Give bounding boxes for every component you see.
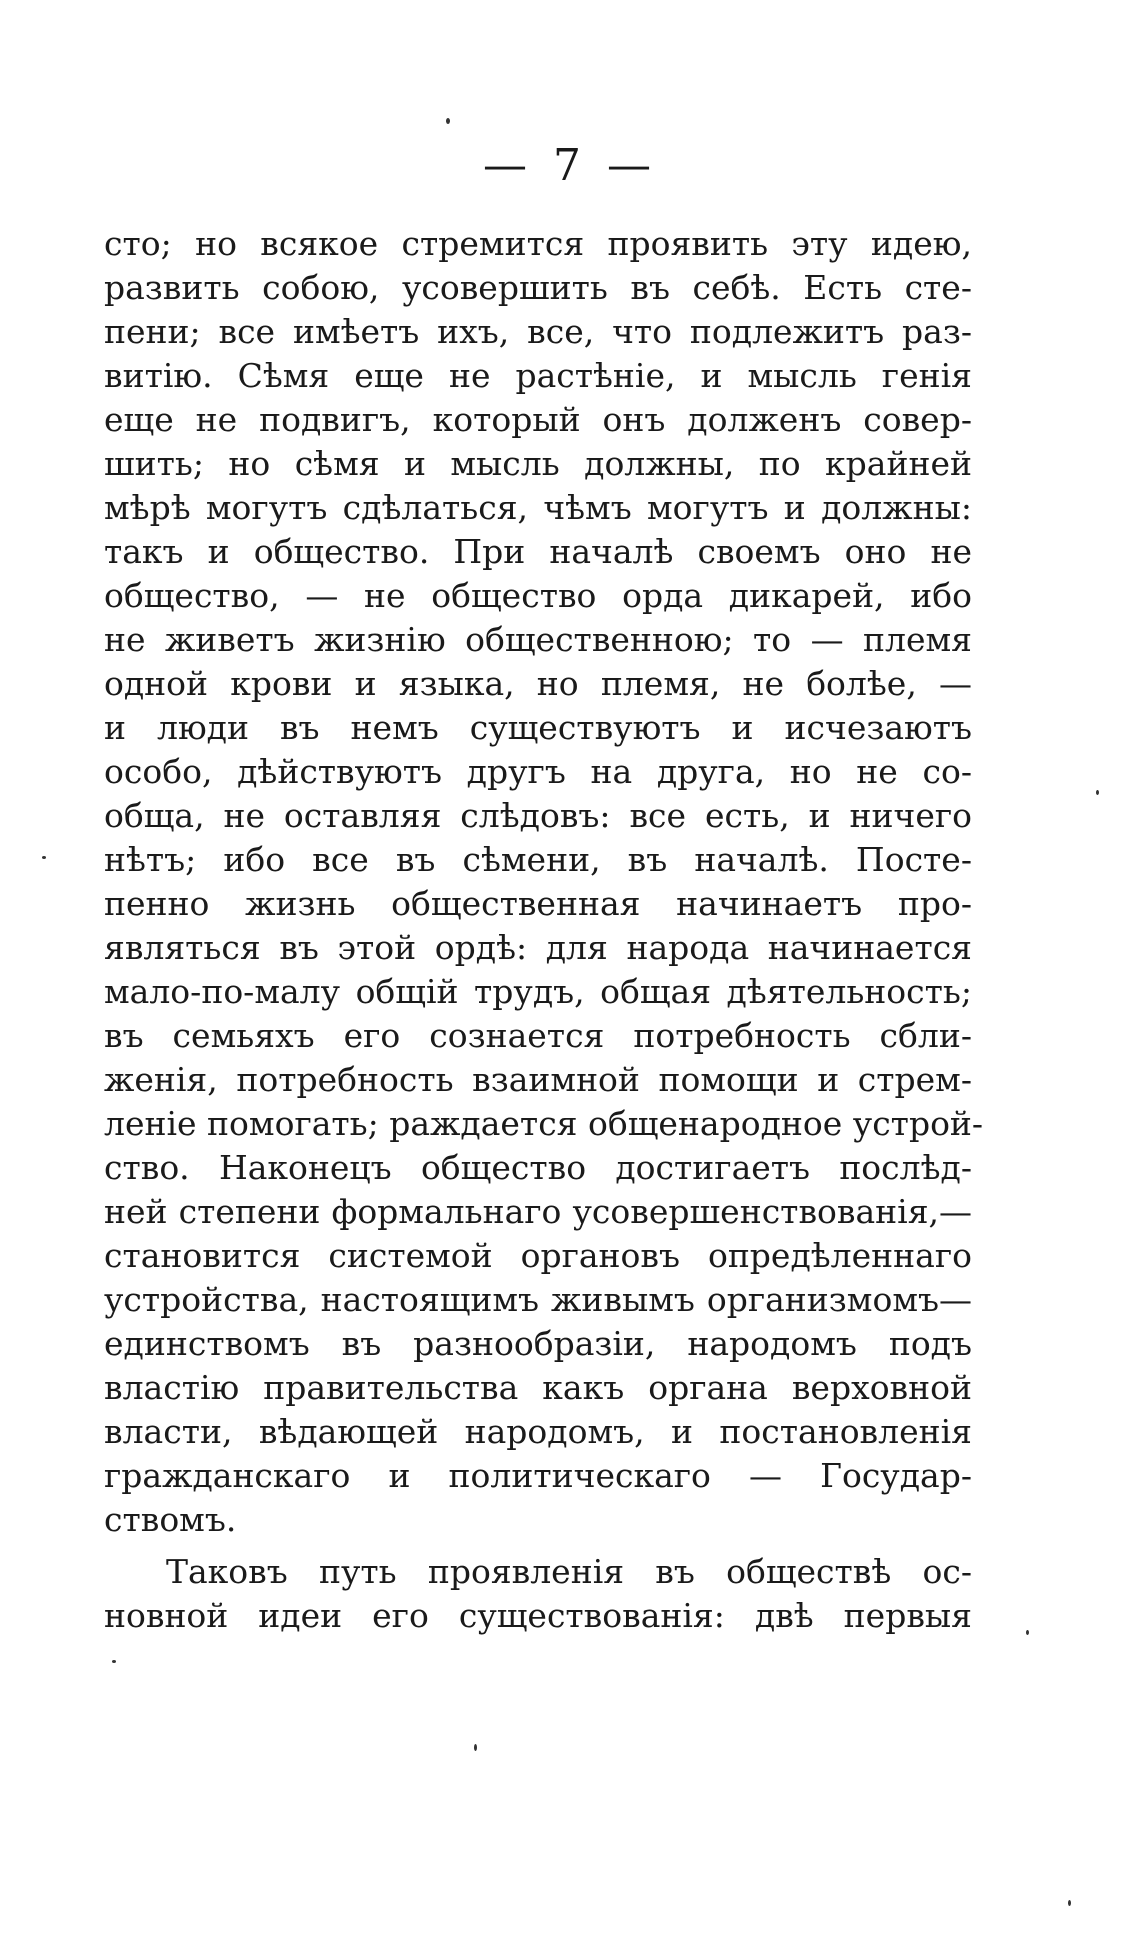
scan-speck — [112, 1660, 116, 1663]
text-line: новной идеи его существованія: двѣ первыя — [104, 1596, 972, 1635]
text-line: гражданскаго и политическаго — Государ- — [104, 1456, 972, 1495]
text-line: леніе помогать; раждается общенародное устрой- — [104, 1104, 984, 1143]
scan-speck — [1096, 790, 1099, 795]
scan-speck — [42, 856, 46, 859]
text-line: общество, — не общество орда дикарей, ибо — [104, 576, 972, 615]
text-line: витію. Сѣмя еще не растѣніе, и мысль генія — [104, 356, 972, 395]
scan-speck — [474, 1744, 477, 1751]
text-line: одной крови и языка, но племя, не болѣе, — — [104, 664, 972, 703]
text-line: пенно жизнь общественная начинаетъ про- — [104, 884, 972, 923]
text-line: ство. Наконецъ общество достигаетъ послѣд- — [104, 1148, 972, 1187]
paragraph-2 — [104, 1550, 972, 1638]
text-line: ствомъ. — [104, 1500, 237, 1539]
text-line: мало-по-малу общій трудъ, общая дѣятельность; — [104, 972, 972, 1011]
text-line: являться въ этой ордѣ: для народа начинается — [104, 928, 972, 967]
text-line: еще не подвигъ, который онъ долженъ совер- — [104, 400, 972, 439]
body-text — [104, 222, 984, 1638]
text-line: не живетъ жизнію общественною; то — племя — [104, 620, 972, 659]
text-line: и люди въ немъ существуютъ и исчезаютъ — [104, 708, 972, 747]
text-line: женія, потребность взаимной помощи и стрем- — [104, 1060, 972, 1099]
text-line: единствомъ въ разнообразіи, народомъ подъ — [104, 1324, 972, 1363]
text-line: пени; все имѣетъ ихъ, все, что подлежитъ раз- — [104, 312, 972, 351]
text-line: развить собою, усовершить въ себѣ. Есть сте- — [104, 268, 972, 307]
text-line: сто; но всякое стремится проявить эту идею, — [104, 224, 972, 263]
text-line: властію правительства какъ органа верховной — [104, 1368, 972, 1407]
text-line: власти, вѣдающей народомъ, и постановленія — [104, 1412, 972, 1451]
text-line: нѣтъ; ибо все въ сѣмени, въ началѣ. Посте- — [104, 840, 972, 879]
text-line: такъ и общество. При началѣ своемъ оно не — [104, 532, 972, 571]
text-line: Таковъ путь проявленія въ обществѣ ос- — [166, 1552, 972, 1591]
text-line: становится системой органовъ опредѣленнаго — [104, 1236, 972, 1275]
text-line: мѣрѣ могутъ сдѣлаться, чѣмъ могутъ и должны: — [104, 488, 972, 527]
text-line: особо, дѣйствуютъ другъ на друга, но не со- — [104, 752, 972, 791]
scan-speck — [446, 118, 450, 124]
text-line: шить; но сѣмя и мысль должны, по крайней — [104, 444, 972, 483]
paragraph-1 — [104, 222, 984, 1542]
text-line: ней степени формальнаго усовершенствованія,— — [104, 1192, 972, 1231]
text-line: въ семьяхъ его сознается потребность сбли- — [104, 1016, 972, 1055]
text-line: обща, не оставляя слѣдовъ: все есть, и ничего — [104, 796, 972, 835]
page-number: — 7 — — [483, 140, 657, 191]
text-line: устройства, настоящимъ живымъ организмомъ— — [104, 1280, 972, 1319]
scan-speck — [1068, 1900, 1071, 1906]
scan-speck — [1026, 1630, 1029, 1635]
